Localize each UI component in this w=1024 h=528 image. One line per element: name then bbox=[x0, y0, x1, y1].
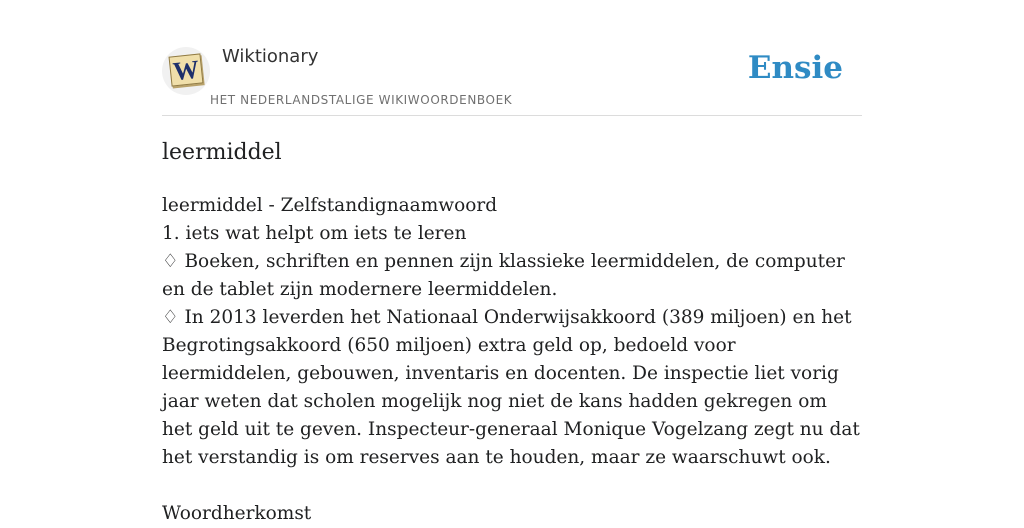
example-sentence: ♢ In 2013 leverden het Nationaal Onderwijsakkoord (389 miljoen) en het Begrotingsakkoord (650 miljoen) extra geld op, bedoeld voor leermiddelen, gebouwen, inventaris en docenten. De inspectie liet vorig jaar weten dat scholen mogelijk nog niet de kans hadden gekregen om het geld uit te geven. Inspecteur-generaal Monique Vogelzang zegt nu dat het verstandig is om reserves aan te houden, maar ze waarschuwt ook. bbox=[162, 307, 860, 468]
spacer bbox=[162, 472, 862, 500]
logo-letter: W bbox=[171, 54, 201, 87]
logo-tile bbox=[169, 53, 204, 86]
ensie-brand-link[interactable]: Ensie bbox=[747, 50, 843, 86]
example-sentence: ♢ Boeken, schriften en pennen zijn klassieke leermiddelen, de computer en de tablet zijn modernere leermiddelen. bbox=[162, 251, 845, 300]
page-container bbox=[162, 0, 862, 524]
definition: 1. iets wat helpt om iets te leren bbox=[162, 223, 467, 244]
section-heading: Woordherkomst bbox=[162, 503, 312, 524]
entry-content bbox=[162, 192, 862, 528]
part-of-speech-line: leermiddel - Zelfstandignaamwoord bbox=[162, 195, 498, 216]
site-header bbox=[162, 0, 862, 116]
site-name[interactable]: Wiktionary bbox=[222, 46, 319, 67]
site-subtitle: HET NEDERLANDSTALIGE WIKIWOORDENBOEK bbox=[210, 93, 513, 107]
wiktionary-logo-icon[interactable] bbox=[162, 47, 210, 95]
page-title: leermiddel bbox=[162, 140, 282, 165]
